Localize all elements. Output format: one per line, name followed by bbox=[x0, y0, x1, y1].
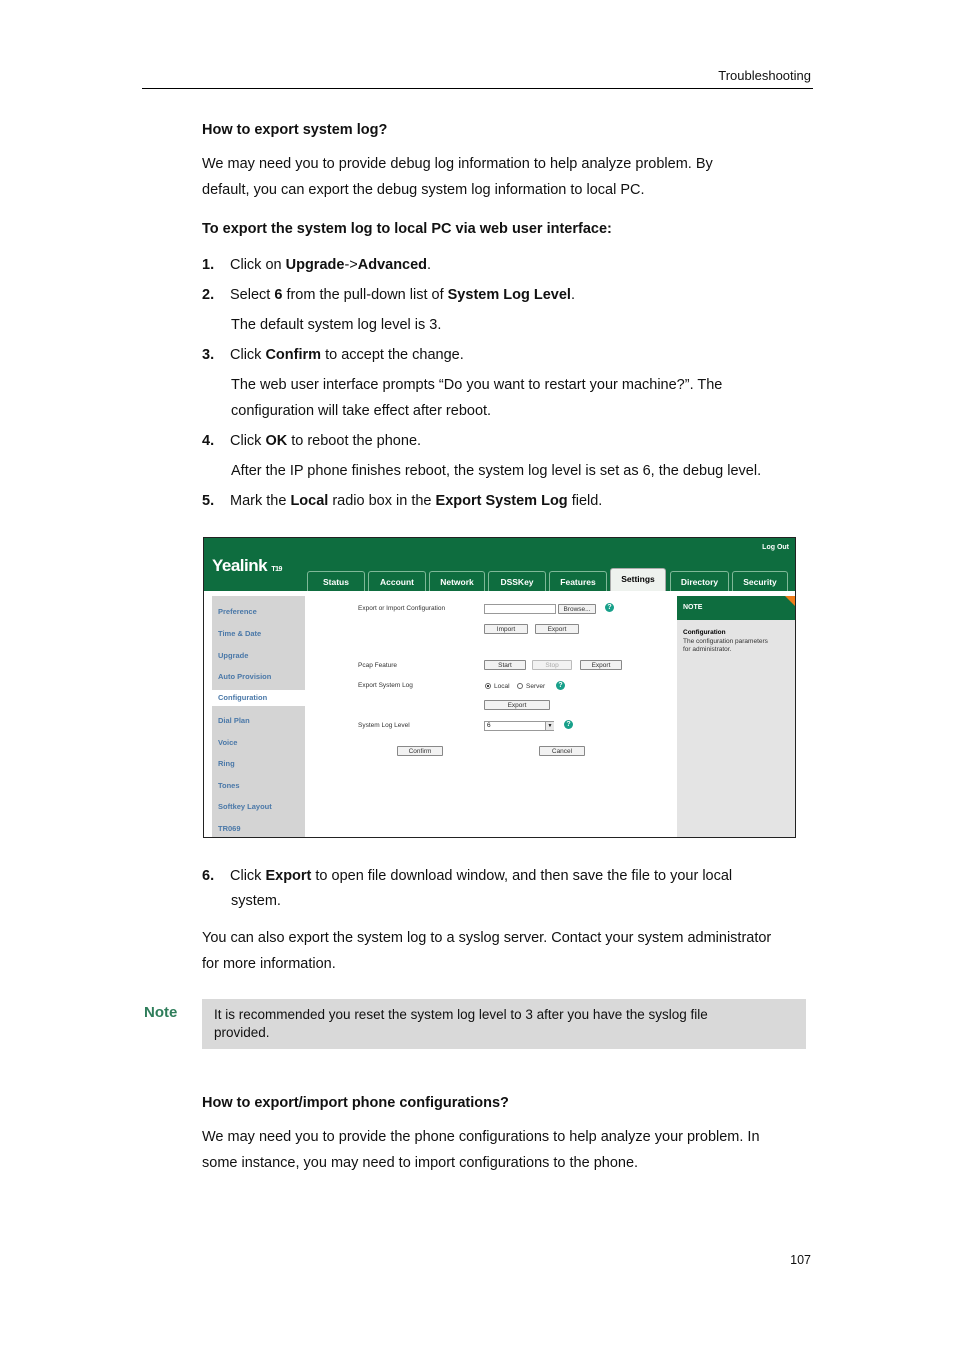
server-radio-label: Server bbox=[526, 683, 546, 690]
pcap-feature-label: Pcap Feature bbox=[358, 662, 398, 669]
web-ui-screenshot bbox=[203, 537, 796, 838]
logout-link[interactable]: Log Out bbox=[762, 544, 789, 551]
step-3: 3. Click Confirm to accept the change. bbox=[202, 347, 464, 363]
section-heading-export-log: How to export system log? bbox=[202, 122, 388, 138]
export-system-log-button[interactable]: Export bbox=[484, 700, 550, 710]
sidebar-item-auto-provision[interactable]: Auto Provision bbox=[218, 672, 272, 681]
page-number: 107 bbox=[790, 1253, 811, 1267]
chevron-down-icon[interactable]: ▼ bbox=[545, 722, 554, 730]
ui-term-system-log-level: System Log Level bbox=[447, 287, 571, 303]
import-button[interactable]: Import bbox=[484, 624, 528, 634]
intro-line-2: default, you can export the debug system log information to local PC. bbox=[202, 181, 645, 198]
ui-term-ok: OK bbox=[265, 433, 288, 449]
confirm-button[interactable]: Confirm bbox=[397, 746, 443, 756]
tab-features[interactable]: Features bbox=[549, 571, 607, 591]
sidebar-item-upgrade[interactable]: Upgrade bbox=[218, 651, 249, 660]
step-2: 2. Select 6 from the pull-down list of System Log Level. bbox=[202, 287, 575, 303]
step-2-note: The default system log level is 3. bbox=[231, 317, 442, 333]
ui-term-advanced: Advanced bbox=[357, 257, 428, 273]
tab-network[interactable]: Network bbox=[429, 571, 485, 591]
tab-directory[interactable]: Directory bbox=[670, 571, 729, 591]
sidebar-item-softkey-layout[interactable]: Softkey Layout bbox=[218, 802, 272, 811]
ui-term-export: Export bbox=[265, 868, 312, 884]
step-4-note: After the IP phone finishes reboot, the system log level is set as 6, the debug level. bbox=[231, 463, 762, 479]
intro-paragraph bbox=[202, 152, 814, 203]
step-4: 4. Click OK to reboot the phone. bbox=[202, 433, 422, 449]
sidebar-item-voice[interactable]: Voice bbox=[218, 738, 238, 747]
help-icon[interactable]: ? bbox=[556, 681, 565, 690]
procedure-title: To export the system log to local PC via web user interface: bbox=[202, 221, 612, 237]
section-heading-export-import-config: How to export/import phone configurations? bbox=[202, 1095, 509, 1111]
pcap-start-button[interactable]: Start bbox=[484, 660, 526, 670]
pcap-stop-button[interactable]: Stop bbox=[532, 660, 572, 670]
system-log-level-select[interactable]: 6 bbox=[484, 721, 554, 731]
header-rule bbox=[142, 88, 813, 89]
step-3-note: The web user interface prompts “Do you want to restart your machine?”. The configuration will take effect after reboot. bbox=[231, 377, 723, 419]
browse-button[interactable]: Browse... bbox=[558, 604, 596, 614]
config-file-input[interactable] bbox=[484, 604, 556, 614]
note-panel-text-1: The configuration parameters bbox=[683, 638, 768, 645]
section2-paragraph: We may need you to provide the phone configurations to help analyze your problem. In some instance, you may need to import configurations to the phone. bbox=[202, 1129, 760, 1171]
note-label: Note bbox=[144, 1004, 178, 1021]
export-system-log-label: Export System Log bbox=[358, 682, 413, 689]
local-radio[interactable] bbox=[485, 683, 491, 689]
yealink-logo: Yealink T19 bbox=[212, 556, 282, 575]
help-icon[interactable]: ? bbox=[605, 603, 614, 612]
sidebar-item-tones[interactable]: Tones bbox=[218, 781, 240, 790]
step-6: 6. Click Export to open file download window, and then save the file to your local bbox=[202, 868, 733, 884]
export-config-button[interactable]: Export bbox=[535, 624, 579, 634]
note-box: It is recommended you reset the system log level to 3 after you have the syslog file provided. bbox=[202, 999, 806, 1049]
note-panel-text-2: for administrator. bbox=[683, 646, 732, 653]
step-6-continuation: system. bbox=[231, 893, 281, 909]
local-radio-label: Local bbox=[494, 683, 510, 690]
sidebar-item-preference[interactable]: Preference bbox=[218, 607, 257, 616]
sidebar-item-configuration[interactable]: Configuration bbox=[212, 690, 310, 706]
ui-term-local: Local bbox=[290, 493, 329, 509]
step-5: 5. Mark the Local radio box in the Export System Log field. bbox=[202, 493, 603, 509]
help-icon[interactable]: ? bbox=[564, 720, 573, 729]
system-log-level-label: System Log Level bbox=[358, 722, 410, 729]
sidebar-item-ring[interactable]: Ring bbox=[218, 759, 235, 768]
server-radio[interactable] bbox=[517, 683, 523, 689]
step-1: 1. Click on Upgrade->Advanced. bbox=[202, 257, 432, 273]
ui-term-upgrade: Upgrade bbox=[285, 257, 345, 273]
intro-line-1: We may need you to provide debug log information to help analyze problem. By bbox=[202, 156, 713, 172]
sidebar-item-dial-plan[interactable]: Dial Plan bbox=[218, 716, 250, 725]
tab-security[interactable]: Security bbox=[732, 571, 788, 591]
note-panel-header: NOTE bbox=[677, 596, 795, 620]
tab-settings[interactable]: Settings bbox=[610, 568, 666, 591]
note-panel-heading: Configuration bbox=[683, 629, 726, 636]
export-import-config-label: Export or Import Configuration bbox=[358, 605, 446, 612]
tab-status[interactable]: Status bbox=[307, 571, 365, 591]
sidebar-item-tr069[interactable]: TR069 bbox=[218, 824, 241, 833]
running-header: Troubleshooting bbox=[718, 68, 811, 83]
tab-account[interactable]: Account bbox=[368, 571, 426, 591]
note-corner-mark bbox=[785, 596, 795, 606]
pcap-export-button[interactable]: Export bbox=[580, 660, 622, 670]
cancel-button[interactable]: Cancel bbox=[539, 746, 585, 756]
syslog-paragraph: You can also export the system log to a syslog server. Contact your system administrator for more information. bbox=[202, 930, 772, 972]
tab-dsskey[interactable]: DSSKey bbox=[488, 571, 546, 591]
ui-term-export-system-log: Export System Log bbox=[435, 493, 568, 509]
ui-term-confirm: Confirm bbox=[265, 347, 322, 363]
sidebar-item-time-date[interactable]: Time & Date bbox=[218, 629, 262, 638]
